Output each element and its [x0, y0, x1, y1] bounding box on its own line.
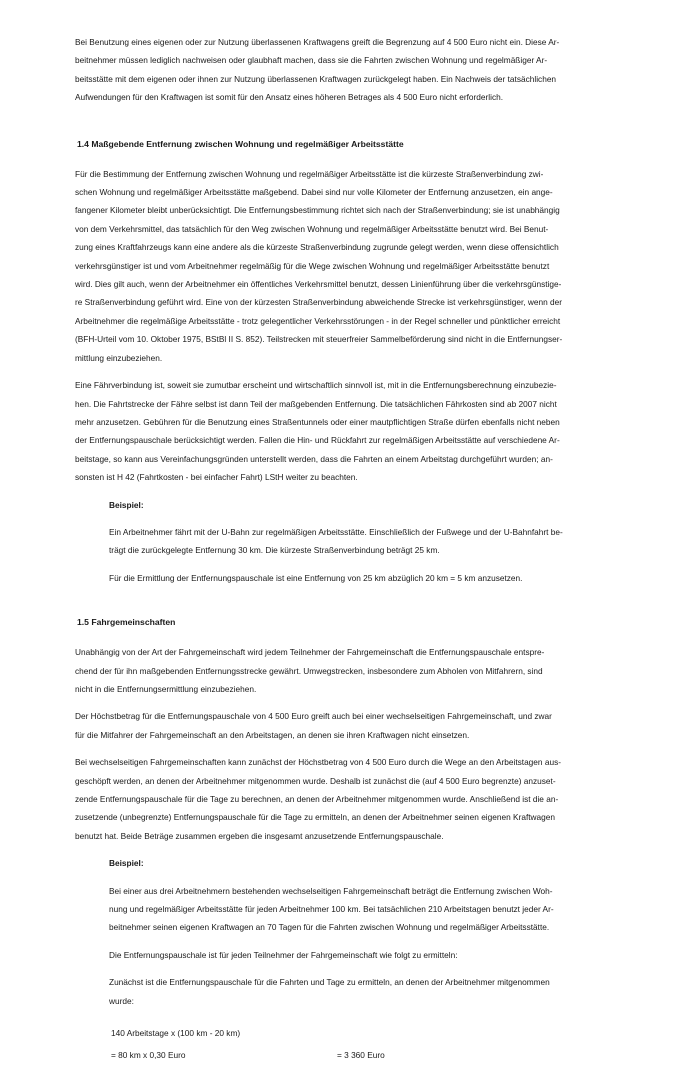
text-line: fangener Kilometer bleibt unberücksichtigt. Die Entfernungsbestimmung richtet sich nach der Straßenverbindung; sie ist unabhängig [75, 205, 560, 216]
section-1-5-paragraph-1 [75, 643, 629, 698]
text-line: Die Entfernungspauschale ist für jeden Teilnehmer der Fahrgemeinschaft wie folgt zu ermitteln: [109, 949, 458, 960]
text-line: Der Höchstbetrag für die Entfernungspauschale von 4 500 Euro greift auch bei einer wechselseitigen Fahrgemeinschaft, und zwar [75, 711, 552, 722]
section-1-5-paragraph-2 [75, 707, 629, 744]
text-line: benutzt hat. Beide Beträge zusammen ergeben die insgesamt anzusetzende Entfernungspauschale. [75, 830, 444, 841]
example-paragraph [109, 523, 629, 560]
text-line: geschöpft werden, an denen der Arbeitnehmer mitgenommen wurde. Deshalb ist zunächst die (auf 4 500 Euro begrenzte) anzuset- [75, 775, 556, 786]
text-line: Bei wechselseitigen Fahrgemeinschaften kann zunächst der Höchstbetrag von 4 500 Euro durch die Wege an den Arbeitstagen aus- [75, 757, 561, 768]
calc-row [109, 1046, 629, 1064]
section-1-4-paragraph-1 [75, 165, 629, 367]
text-line: beitnehmer müssen lediglich nachweisen oder glaubhaft machen, dass sie die Fahrten zwischen Wohnung und regelmäßiger Ar- [75, 55, 548, 66]
text-line: wurde: [109, 995, 134, 1006]
text-line: beitsstätte mit dem eigenen oder ihnen zur Nutzung überlassenen Kraftwagen zurückgelegt haben. Ein Nachweis der tatsächlichen [75, 73, 557, 84]
text-line: Bei einer aus drei Arbeitnehmern bestehenden wechselseitigen Fahrgemeinschaft beträgt die Entfernung zwischen Woh- [109, 885, 553, 896]
example-box-1-5 [75, 854, 629, 1065]
example-paragraph [109, 882, 629, 937]
text-line: beitnehmer seinen eigenen Kraftwagen an 70 Tagen für die Fahrten zwischen Wohnung und regelmäßiger Arbeitsstätte. [109, 922, 550, 933]
text-line: schen Wohnung und regelmäßiger Arbeitsstätte maßgebend. Dabei sind nur volle Kilometer der Entfernung anzusetzen, ein ange- [75, 187, 553, 198]
text-line: der Entfernungspauschale berücksichtigt werden. Fallen die Hin- und Rückfahrt zur regelmäßigen Arbeitsstätte auf verschiedene Ar- [75, 435, 560, 446]
calc-row [109, 1024, 629, 1042]
calc-line-2-right: = 3 360 Euro [337, 1050, 385, 1061]
text-line: von dem Verkehrsmittel, das tatsächlich für den Weg zwischen Wohnung und regelmäßiger Arbeitsstätte benutzt wird. Bei Benut- [75, 223, 549, 234]
calc-line-1: 140 Arbeitstage x (100 km - 20 km) [111, 1028, 241, 1039]
section-heading-1-5: 1.5 Fahrgemeinschaften [77, 617, 176, 628]
text-line: chend der für ihn maßgebenden Entfernungsstrecke gewährt. Umwegstrecken, insbesondere zum Abholen von Mitfahrern, sind [75, 665, 543, 676]
text-line: Für die Ermittlung der Entfernungspauschale ist eine Entfernung von 25 km abzüglich 20 km = 5 km anzusetzen. [109, 572, 523, 583]
example-box-1-4 [75, 496, 629, 588]
text-line: Arbeitnehmer die regelmäßige Arbeitsstätte - trotz gelegentlicher Verkehrsstörungen - in der Regel schneller und pünktlicher erreicht [75, 315, 561, 326]
text-line: Für die Bestimmung der Entfernung zwischen Wohnung und regelmäßiger Arbeitsstätte ist die kürzeste Straßenverbindung zwi- [75, 168, 544, 179]
text-line: Unabhängig von der Art der Fahrgemeinschaft wird jedem Teilnehmer der Fahrgemeinschaft die Entfernungspauschale entspre- [75, 647, 545, 658]
example-label: Beispiel: [109, 499, 144, 510]
text-line: hen. Die Fahrtstrecke der Fähre selbst ist dann Teil der maßgebenden Entfernung. Die tatsächlichen Fährkosten sind ab 2007 nicht [75, 398, 557, 409]
example-paragraph [109, 946, 629, 964]
example-paragraph [109, 569, 629, 587]
text-line: zusetzende (unbegrenzte) Entfernungspauschale für die Tage zu ermitteln, an denen der Arbeitnehmer seinen eigenen Kraftwagen [75, 812, 555, 823]
text-line: Aufwendungen für den Kraftwagen ist somit für den Ansatz eines höheren Betrages als 4 500 Euro nicht erforderlich. [75, 92, 504, 103]
example-label: Beispiel: [109, 858, 144, 869]
text-line: mittlung einzubeziehen. [75, 352, 163, 363]
section-heading-1-4: 1.4 Maßgebende Entfernung zwischen Wohnung und regelmäßiger Arbeitsstätte [77, 138, 404, 149]
section-1-4-paragraph-2 [75, 376, 629, 486]
text-line: Eine Fährverbindung ist, soweit sie zumutbar erscheint und wirtschaftlich sinnvoll ist, mit in die Entfernungsberechnung einzubezie- [75, 380, 557, 391]
text-line: wird. Dies gilt auch, wenn der Arbeitnehmer ein öffentliches Verkehrsmittel benutzt, dessen Linienführung über die verkehrsgünstige- [75, 279, 562, 290]
document-page [75, 33, 629, 1065]
text-line: nung und regelmäßiger Arbeitsstätte für jeden Arbeitnehmer 100 km. Bei tatsächlichen 210 Arbeitstagen benutzt jeder Ar- [109, 904, 554, 915]
example-paragraph [109, 973, 629, 1010]
text-line: Bei Benutzung eines eigenen oder zur Nutzung überlassenen Kraftwagens greift die Begrenzung auf 4 500 Euro nicht ein. Diese Ar- [75, 37, 560, 47]
text-line: für die Mitfahrer der Fahrgemeinschaft an den Arbeitstagen, an denen sie ihren Kraftwagen nicht einsetzen. [75, 729, 470, 740]
calc-line-2-left: = 80 km x 0,30 Euro [111, 1050, 186, 1061]
text-line: Ein Arbeitnehmer fährt mit der U-Bahn zur regelmäßigen Arbeitsstätte. Einschließlich der Fußwege und der U-Bahnfahrt be- [109, 526, 563, 537]
text-line: (BFH-Urteil vom 10. Oktober 1975, BStBl II S. 852). Teilstrecken mit steuerfreier Sammelbeförderung sind nicht in die Entfernungser- [75, 334, 563, 345]
text-line: verkehrsgünstiger ist und vom Arbeitnehmer regelmäßig für die Wege zwischen Wohnung und regelmäßiger Arbeitsstätte benutzt [75, 260, 550, 271]
text-line: sonsten ist H 42 (Fahrtkosten - bei einfacher Fahrt) LStH weiter zu beachten. [75, 472, 358, 483]
text-line: trägt die zurückgelegte Entfernung 30 km. Die kürzeste Straßenverbindung beträgt 25 km. [109, 545, 440, 556]
section-1-5-paragraph-3 [75, 753, 629, 845]
text-line: Zunächst ist die Entfernungspauschale für die Fahrten und Tage zu ermitteln, an denen der Arbeitnehmer mitgenommen [109, 977, 550, 988]
text-line: mehr anzusetzen. Gebühren für die Benutzung eines Straßentunnels oder einer mautpflichtigen Straße dürfen ebenfalls nicht neben [75, 416, 560, 427]
text-line: zung eines Kraftfahrzeugs kann eine andere als die kürzeste Straßenverbindung zugrunde gelegt werden, wenn diese offensichtlich [75, 242, 559, 253]
text-line: zende Entfernungspauschale für die Tage zu berechnen, an denen der Arbeitnehmer mitgenommen wurde. Anschließend ist die an- [75, 794, 559, 804]
text-line: nicht in die Entfernungsermittlung einzubeziehen. [75, 683, 257, 694]
intro-paragraph [75, 33, 629, 107]
text-line: beitstage, so kann aus Vereinfachungsgründen unterstellt werden, dass die Fahrten an einem Arbeitstag durchgeführt wurden; an- [75, 453, 553, 464]
text-line: re Straßenverbindung geführt wird. Eine von der kürzesten Straßenverbindung abweichende Strecke ist verkehrsgünstiger, wenn der [75, 297, 563, 308]
